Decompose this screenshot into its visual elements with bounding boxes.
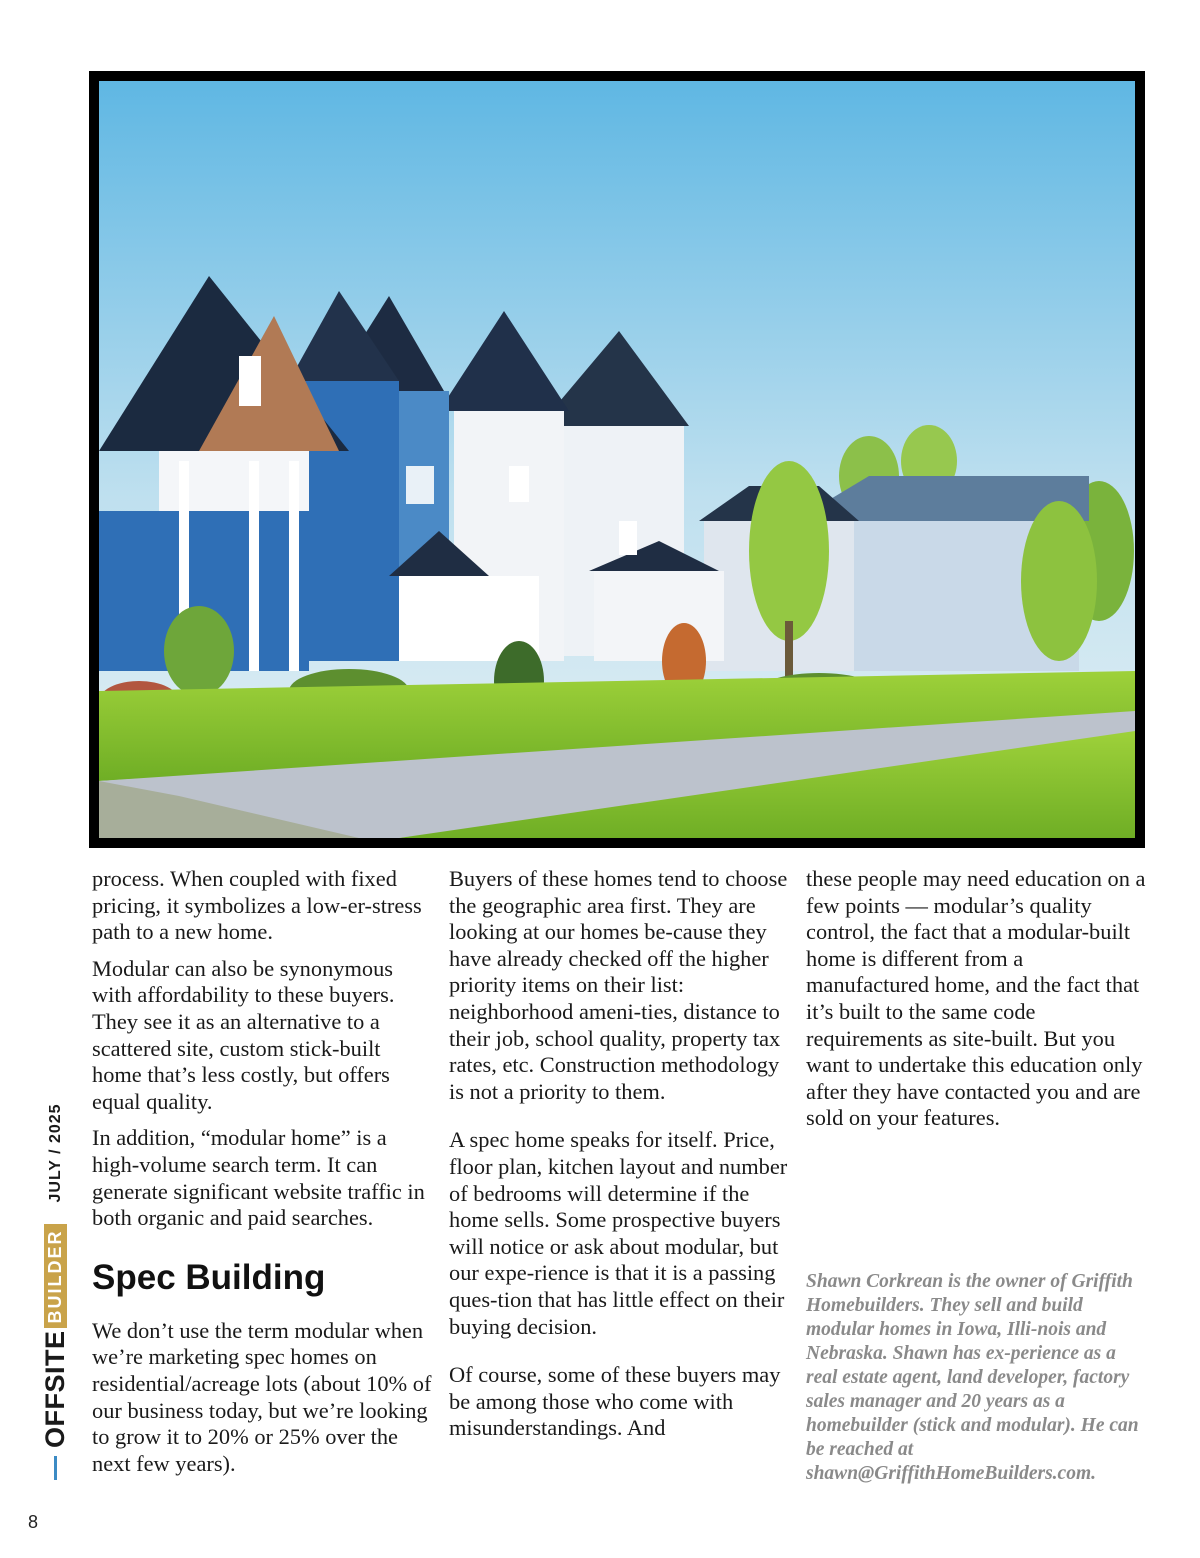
body-paragraph: Of course, some of these buyers may be among those who come with misunderstandings. And (449, 1362, 781, 1441)
body-paragraph: Buyers of these homes tend to choose the geographic area first. They are looking at our homes be-cause they have already checked off the higher priority items on their list: neighborhood ameni-ties, distance to their job, school quality, property tax rates, etc. Construction methodology is not a priority to them. (449, 866, 788, 1104)
body-paragraph: process. When coupled with fixed pricing, it symbolizes a low-er-stress path to a new home. (92, 866, 422, 945)
page-number: 8 (28, 1512, 39, 1532)
section-heading: Spec Building (92, 1257, 326, 1297)
article-column-1 (92, 866, 432, 1487)
brand-offsite: OFFSITE (40, 1330, 70, 1448)
homes-illustration (99, 81, 1135, 838)
article-column-2 (449, 866, 791, 1452)
body-paragraph: Modular can also be synonymous with affordability to these buyers. They see it as an alternative to a scattered site, custom stick-built home that’s less costly, but offers equal quality. (92, 955, 395, 1114)
body-paragraph: In addition, “modular home” is a high-volume search term. It can generate significant website traffic in both organic and paid searches. (92, 1125, 425, 1231)
body-paragraph: these people may need education on a few points — modular’s quality control, the fact that a modular-built home is different from a manufactured home, and the fact that it’s built to the same code requirements as site-built. But you want to undertake this education only after they have contacted you and are sold on your features. (806, 866, 1146, 1131)
brand-builder: BUILDER (44, 1225, 67, 1329)
issue-date: JULY / 2025 (46, 1103, 64, 1203)
article-column-3 (806, 866, 1151, 1142)
body-paragraph: A spec home speaks for itself. Price, floor plan, kitchen layout and number of bedrooms will determine if the home sells. Some prospective buyers will notice or ask about modular, but our expe-rience is that it is a passing ques-tion that has little effect on their buying decision. (449, 1127, 788, 1339)
accent-bar (54, 1456, 57, 1480)
author-bio: Shawn Corkrean is the owner of Griffith Homebuilders. They sell and build modular homes in Iowa, Illi-nois and Nebraska. Shawn has ex-perience as a real estate agent, land developer, factory sales manager and 20 years as a homebuilder (stick and modular). He can be reached at shawn@GriffithHomeBuilders.com. (806, 1271, 1139, 1484)
article-photo (89, 71, 1145, 848)
magazine-side-banner (40, 1103, 71, 1480)
body-paragraph: We don’t use the term modular when we’re marketing spec homes on residential/acreage lots (about 10% of our business today, but we’re looking to grow it to 20% or 25% over the next few years). (92, 1317, 432, 1476)
